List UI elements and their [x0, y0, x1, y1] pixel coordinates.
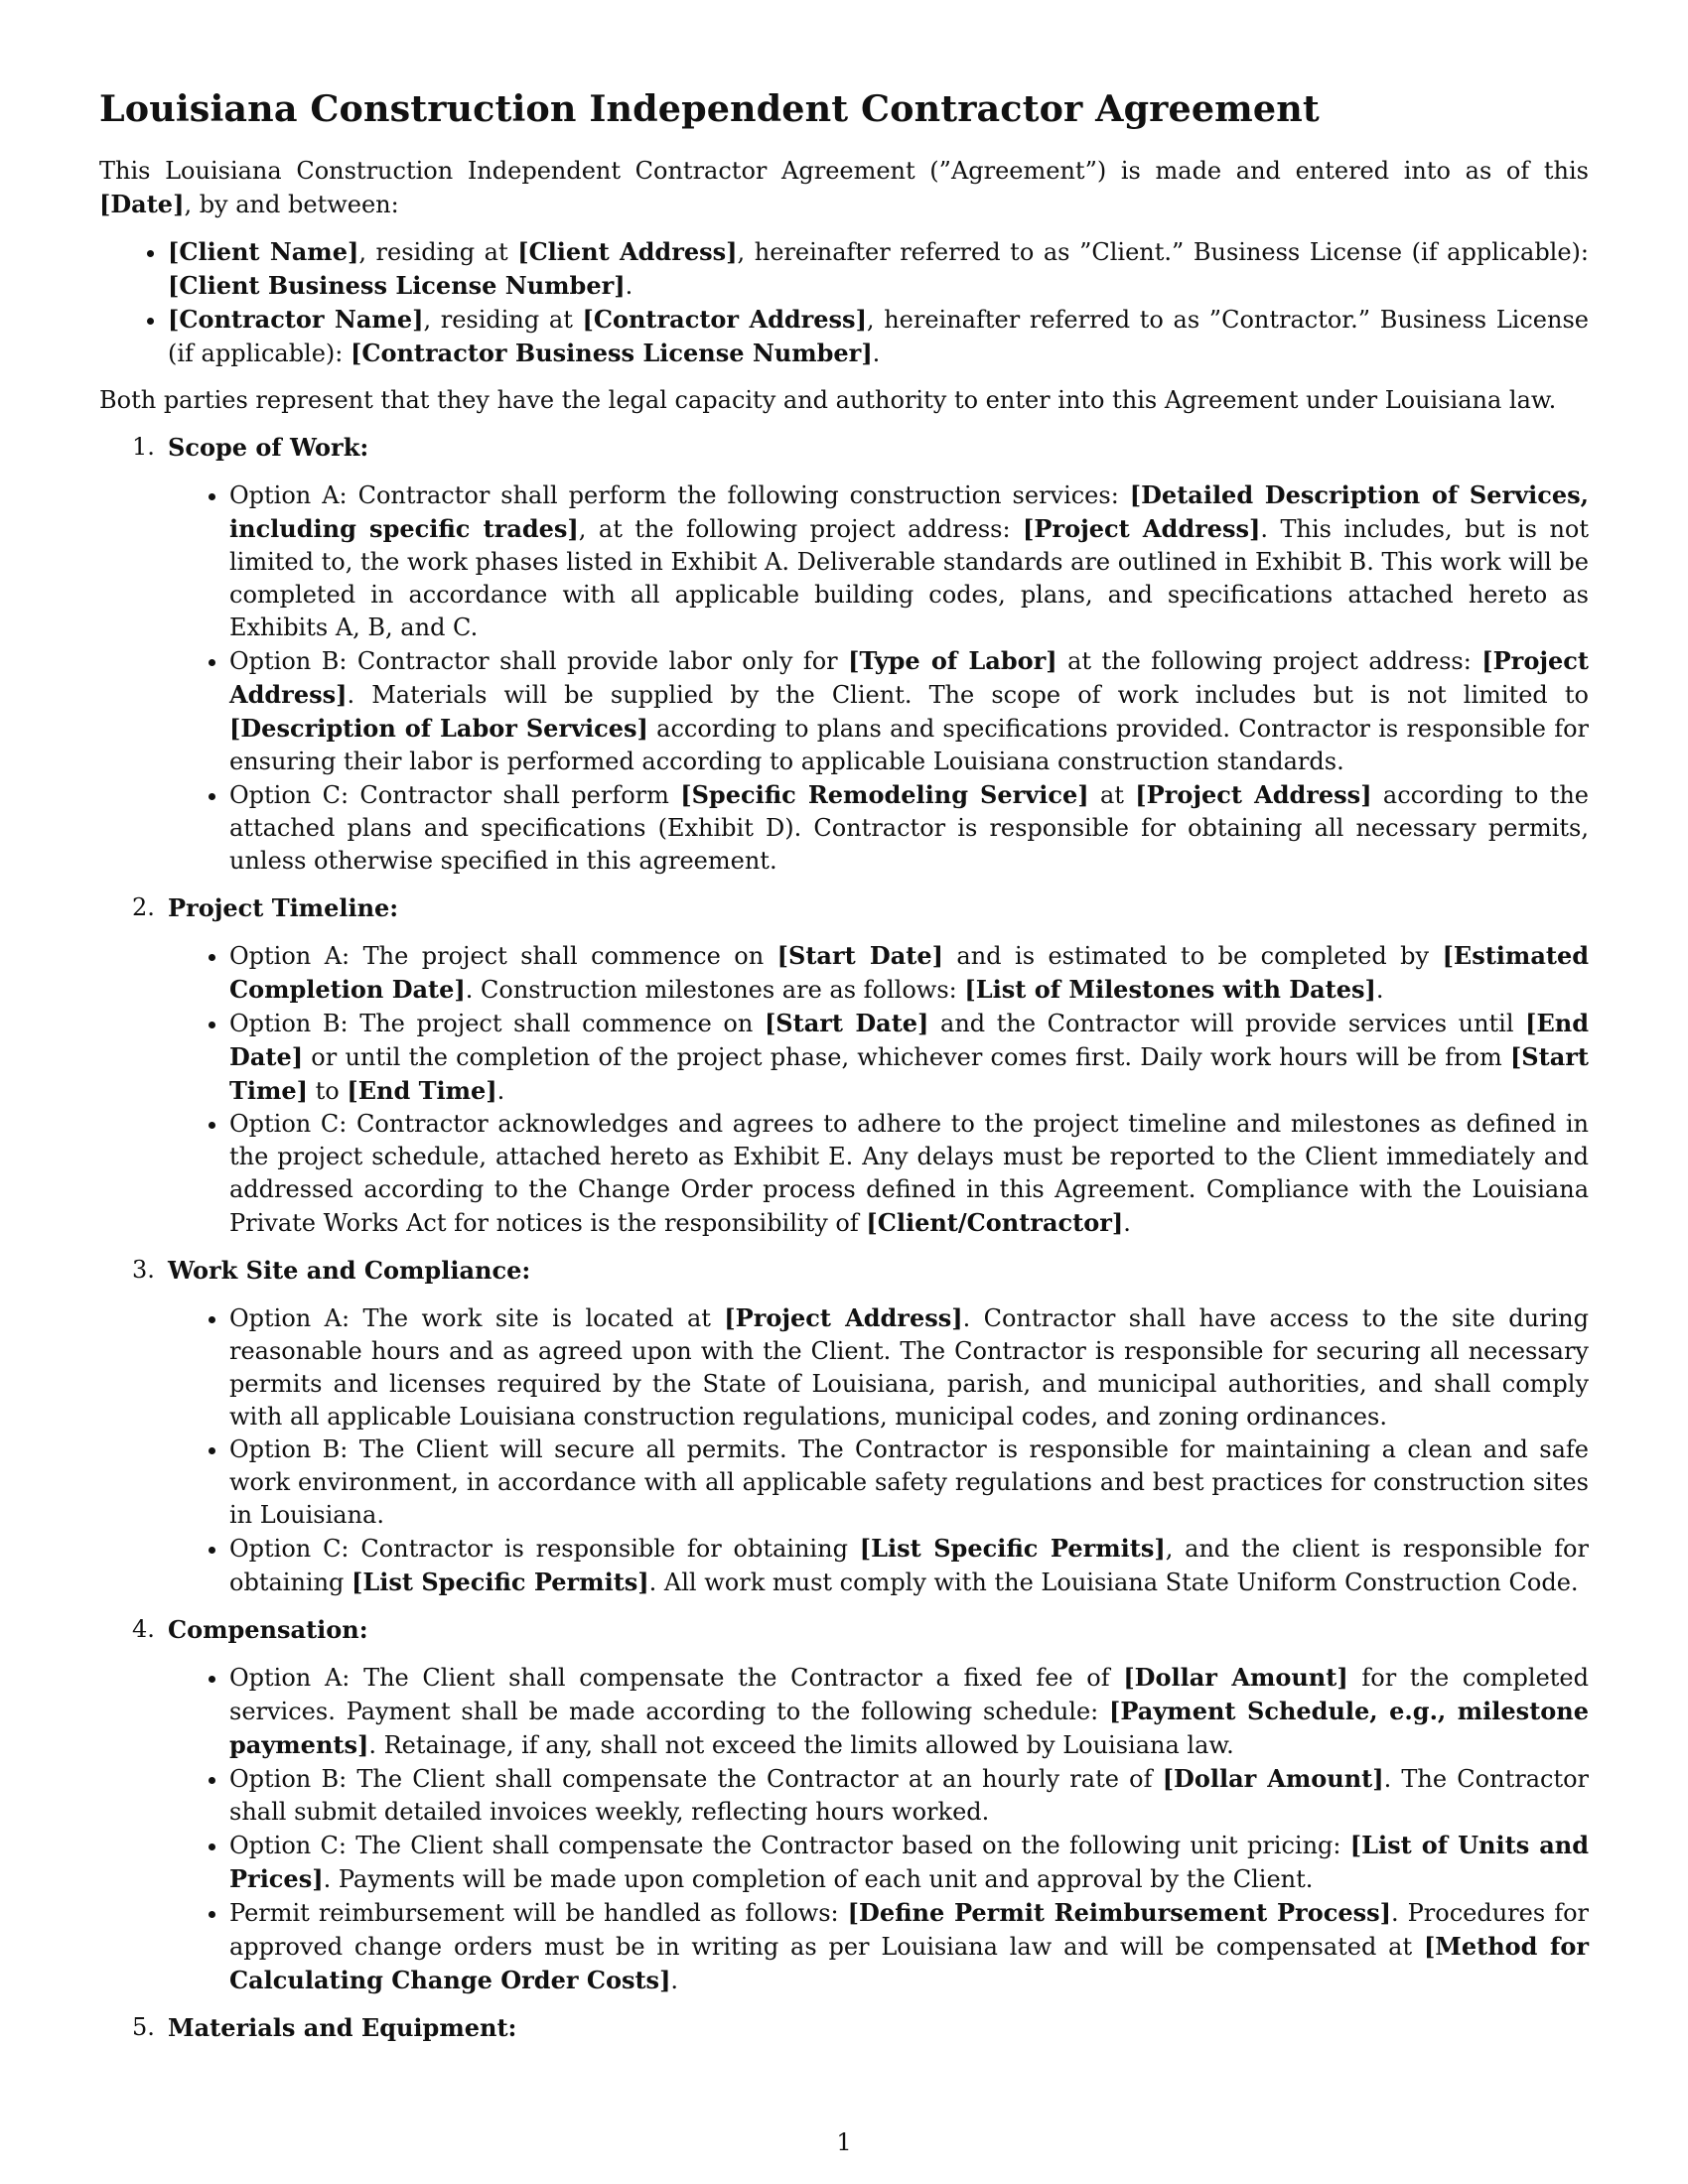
placeholder-field: [Client Name]	[168, 236, 359, 266]
option-item: • Option C: The Client shall compensate the Contractor based on the following unit pricing: [List of Units and Prices]. Payments will be made upon completion of each unit and approval by the Client.	[229, 1829, 1589, 1896]
placeholder-field: [Type of Labor]	[848, 645, 1057, 675]
option-item: • Option A: The project shall commence on [Start Date] and is estimated to be completed by [Estimated Completion Date]. Construction milestones are as follows: [List of Milestones with Dates].	[229, 939, 1589, 1007]
section-title: Materials and Equipment:	[168, 2012, 517, 2042]
page-number: 1	[836, 2128, 852, 2156]
party-contractor: • [Contractor Name], residing at [Contractor Address], hereinafter referred to as ”Contractor.” Business License (if applicable): [Contractor Business License Number].	[168, 303, 1589, 370]
placeholder-field: [Client Address]	[517, 236, 738, 266]
option-item: • Option B: Contractor shall provide labor only for [Type of Labor] at the following project address: [Project Address]. Materials will be supplied by the Client. The scope of work includes but is not limited to [Description of Labor Services] according to plans and specifications provided. Contractor is responsible for ensuring their labor is performed according to applicable Louisiana construction standards.	[229, 644, 1589, 778]
option-item: • Option B: The project shall commence on [Start Date] and the Contractor will provide services until [End Date] or until the completion of the project phase, whichever comes first. Daily work hours will be from [Start Time] to [End Time].	[229, 1007, 1589, 1108]
placeholder-field: [Contractor Business License Number]	[351, 338, 873, 367]
parties-list	[99, 235, 1589, 370]
placeholder-field: [Contractor Address]	[582, 304, 867, 334]
placeholder-field: [List of Units and Prices]	[229, 1830, 1590, 1893]
placeholder-field: [Project Address]	[1135, 779, 1372, 809]
section-title: Compensation:	[168, 1614, 368, 1644]
placeholder-field: [End Time]	[347, 1075, 497, 1105]
section-materials-equipment	[99, 2011, 1589, 2045]
placeholder-field: [Dollar Amount]	[1123, 1662, 1348, 1692]
section-compensation	[99, 1613, 1589, 1997]
placeholder-field: [Contractor Name]	[168, 304, 424, 334]
placeholder-field: [List of Milestones with Dates]	[964, 974, 1376, 1004]
placeholder-field: [Estimated Completion Date]	[229, 940, 1590, 1004]
placeholder-field: [Define Permit Reimbursement Process]	[847, 1897, 1391, 1927]
intro-paragraph: This Louisiana Construction Independent Contractor Agreement (”Agreement”) is made and entered into as of this [Date], by and between:	[99, 156, 1589, 218]
placeholder-field: [Start Time]	[229, 1041, 1589, 1105]
option-item: • Option B: The Client will secure all permits. The Contractor is responsible for maintaining a clean and safe work environment, in accordance with all applicable safety regulations and best practices for construction sites in Louisiana.	[229, 1433, 1589, 1532]
placeholder-field: [Detailed Description of Services, including specific trades]	[229, 479, 1589, 543]
option-item: • Permit reimbursement will be handled as follows: [Define Permit Reimbursement Process]. Procedures for approved change orders must be in writing as per Louisiana law and will be compensated at [Method for Calculating Change Order Costs].	[229, 1896, 1589, 1997]
option-item: • Option A: The work site is located at [Project Address]. Contractor shall have access to the site during reasonable hours and as agreed upon with the Client. The Contractor is responsible for securing all necessary permits and licenses required by the State of Louisiana, parish, and municipal authorities, and shall comply with all applicable Louisiana construction regulations, municipal codes, and zoning ordinances.	[229, 1301, 1589, 1433]
placeholder-field: [List Specific Permits]	[352, 1567, 649, 1596]
section-title: Work Site and Compliance:	[168, 1255, 531, 1285]
placeholder-field: [Client Business License Number]	[168, 270, 626, 300]
placeholder-field: [List Specific Permits]	[859, 1533, 1166, 1563]
option-item: • Option C: Contractor shall perform [Specific Remodeling Service] at [Project Address] according to the attached plans and specifications (Exhibit D). Contractor is responsible for obtaining all necessary permits, unless otherwise specified in this agreement.	[229, 778, 1589, 878]
section-work-site-compliance	[99, 1254, 1589, 1599]
placeholder-field: [Project Address]	[724, 1302, 963, 1332]
placeholder-field: [Project Address]	[1023, 513, 1261, 543]
option-item: • Option C: Contractor acknowledges and agrees to adhere to the project timeline and milestones as defined in the project schedule, attached hereto as Exhibit E. Any delays must be reported to the Client immediately and addressed according to the Change Order process defined in this Agreement. Compliance with the Louisiana Private Works Act for notices is the responsibility of [Client/Contractor].	[229, 1108, 1589, 1240]
section-scope-of-work	[99, 431, 1589, 878]
placeholder-field: [Project Address]	[229, 645, 1589, 709]
section-number: 2.	[132, 892, 155, 921]
placeholder-field: [Description of Labor Services]	[229, 713, 648, 743]
party-client: • [Client Name], residing at [Client Address], hereinafter referred to as ”Client.” Business License (if applicable): [Client Business License Number].	[168, 235, 1589, 303]
section-options	[99, 939, 1589, 1240]
section-options	[99, 1301, 1589, 1599]
option-item: • Option A: The Client shall compensate the Contractor a fixed fee of [Dollar Amount] for the completed services. Payment shall be made according to the following schedule: [Payment Schedule, e.g., milestone payments]. Retainage, if any, shall not exceed the limits allowed by Louisiana law.	[229, 1661, 1589, 1762]
sections-list	[99, 431, 1589, 2045]
document-page	[99, 87, 1589, 2059]
placeholder-field: [End Date]	[229, 1008, 1590, 1071]
section-project-timeline	[99, 891, 1589, 1240]
placeholder-field: [Method for Calculating Change Order Costs]	[229, 1931, 1589, 1994]
section-number: 1.	[132, 432, 155, 461]
section-title: Project Timeline:	[168, 892, 399, 922]
section-number: 4.	[132, 1614, 155, 1643]
placeholder-field: [Dollar Amount]	[1162, 1763, 1384, 1793]
section-number: 5.	[132, 2012, 155, 2041]
capacity-paragraph: Both parties represent that they have the legal capacity and authority to enter into this Agreement under Louisiana law.	[99, 385, 1557, 414]
section-title: Scope of Work:	[168, 432, 369, 462]
placeholder-field: [Client/Contractor]	[866, 1207, 1124, 1237]
option-item: • Option C: Contractor is responsible for obtaining [List Specific Permits], and the client is responsible for obtaining [List Specific Permits]. All work must comply with the Louisiana State Uniform Construction Code.	[229, 1532, 1589, 1599]
section-options	[99, 1661, 1589, 1997]
section-options	[99, 478, 1589, 878]
placeholder-field: [Start Date]	[764, 1008, 929, 1037]
section-number: 3.	[132, 1255, 155, 1284]
placeholder-field: [Date]	[99, 189, 185, 218]
option-item: • Option A: Contractor shall perform the following construction services: [Detailed Description of Services, including specific trades], at the following project address: [Project Address]. This includes, but is not limited to, the work phases listed in Exhibit A. Deliverable standards are outlined in Exhibit B. This work will be completed in accordance with all applicable building codes, plans, and specifications attached hereto as Exhibits A, B, and C.	[229, 478, 1589, 644]
option-item: • Option B: The Client shall compensate the Contractor at an hourly rate of [Dollar Amount]. The Contractor shall submit detailed invoices weekly, reflecting hours worked.	[229, 1762, 1589, 1829]
placeholder-field: [Specific Remodeling Service]	[680, 779, 1089, 809]
placeholder-field: [Start Date]	[776, 940, 943, 970]
placeholder-field: [Payment Schedule, e.g., milestone payments]	[229, 1696, 1590, 1759]
document-title: Louisiana Construction Independent Contractor Agreement	[99, 87, 1320, 130]
